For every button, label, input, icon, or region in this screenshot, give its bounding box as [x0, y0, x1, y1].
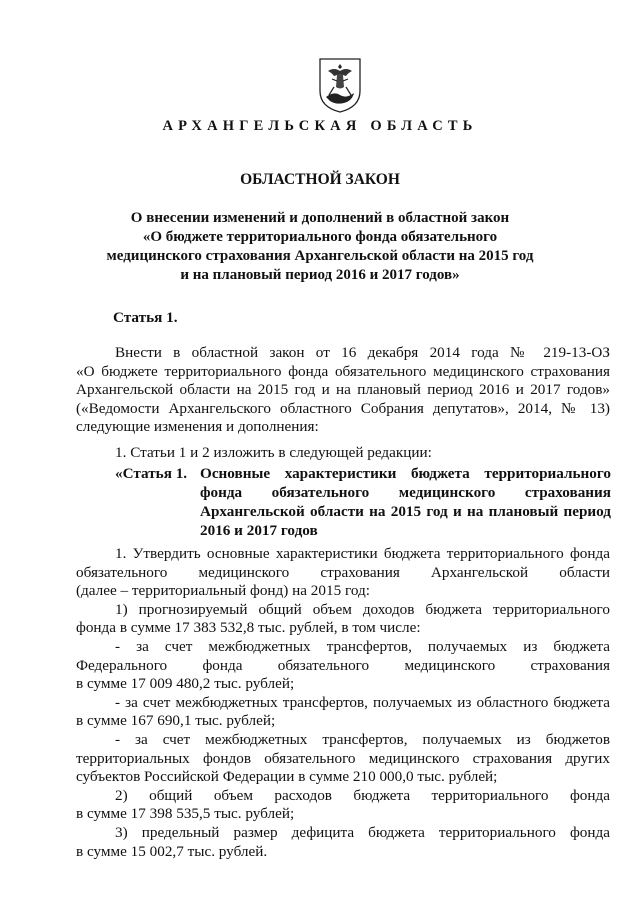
text-line: фонда в сумме 17 383 532,8 тыс. рублей, в том числе:: [76, 619, 421, 637]
text-line: в сумме 17 398 535,5 тыс. рублей;: [76, 805, 295, 823]
text-line: (далее – территориальный фонд) на 2015 год:: [76, 582, 370, 600]
text-line: Архангельской области на 2015 год и на плановый период: [200, 503, 611, 520]
law-title-line: и на плановый период 2016 и 2017 годов»: [180, 267, 460, 283]
text-line: - за счет межбюджетных трансфертов, получаемых из бюджета: [115, 637, 610, 655]
main-paragraph: [76, 545, 610, 861]
article-heading: Статья 1.: [113, 309, 178, 326]
text-line: («Ведомости Архангельского областного Собрания депутатов», 2014, № 13): [76, 399, 610, 417]
law-type: ОБЛАСТНОЙ ЗАКОН: [240, 171, 400, 188]
text-line: Основные характеристики бюджета территориального: [200, 465, 611, 482]
text-line: обязательного медицинского страхования Архангельской области: [76, 563, 610, 581]
quoted-article-title: [200, 464, 611, 540]
text-line: Внести в областной закон от 16 декабря 2014 года № 219-13-ОЗ: [115, 344, 610, 361]
text-line: 2) общий объем расходов бюджета территориального фонда: [115, 786, 610, 804]
law-title-line: «О бюджете территориального фонда обязательного: [142, 229, 498, 245]
quoted-article-label: «Статья 1.: [115, 465, 188, 482]
text-line: в сумме 17 009 480,2 тыс. рублей;: [76, 675, 295, 693]
coat-of-arms-icon: [318, 57, 362, 113]
law-title-line: О внесении изменений и дополнений в областной закон: [130, 210, 510, 226]
text-line: в сумме 15 002,7 тыс. рублей.: [76, 842, 268, 860]
text-line: следующие изменения и дополнения:: [76, 418, 319, 436]
text-line: - за счет межбюджетных трансфертов, получаемых из областного бюджета: [115, 693, 610, 711]
text-line: 1. Статьи 1 и 2 изложить в следующей редакции:: [115, 444, 432, 461]
text-line: 3) предельный размер дефицита бюджета территориального фонда: [115, 823, 610, 841]
text-line: Федерального фонда обязательного медицинского страхования: [76, 656, 610, 674]
amendment-item: [76, 444, 610, 463]
intro-paragraph: [76, 344, 610, 437]
text-line: Архангельской области на 2015 год и на плановый период 2016 и 2017 годов»: [76, 381, 610, 399]
law-title: [80, 209, 560, 285]
text-line: 1. Утвердить основные характеристики бюджета территориального фонда: [115, 545, 610, 562]
text-line: территориальных фондов обязательного медицинского страхования других: [76, 749, 610, 767]
law-title-line: медицинского страхования Архангельской области на 2015 год: [106, 248, 534, 264]
text-line: - за счет межбюджетных трансфертов, получаемых из бюджетов: [115, 730, 610, 748]
text-line: субъектов Российской Федерации в сумме 210 000,0 тыс. рублей;: [76, 768, 498, 786]
text-line: фонда обязательного медицинского страхования: [200, 484, 611, 501]
text-line: 2016 и 2017 годов: [200, 522, 318, 539]
text-line: в сумме 167 690,1 тыс. рублей;: [76, 712, 276, 730]
region-name: АРХАНГЕЛЬСКАЯ ОБЛАСТЬ: [162, 118, 478, 134]
text-line: 1) прогнозируемый общий объем доходов бюджета территориального: [115, 600, 610, 618]
text-line: «О бюджете территориального фонда обязательного медицинского страхования: [76, 362, 610, 380]
